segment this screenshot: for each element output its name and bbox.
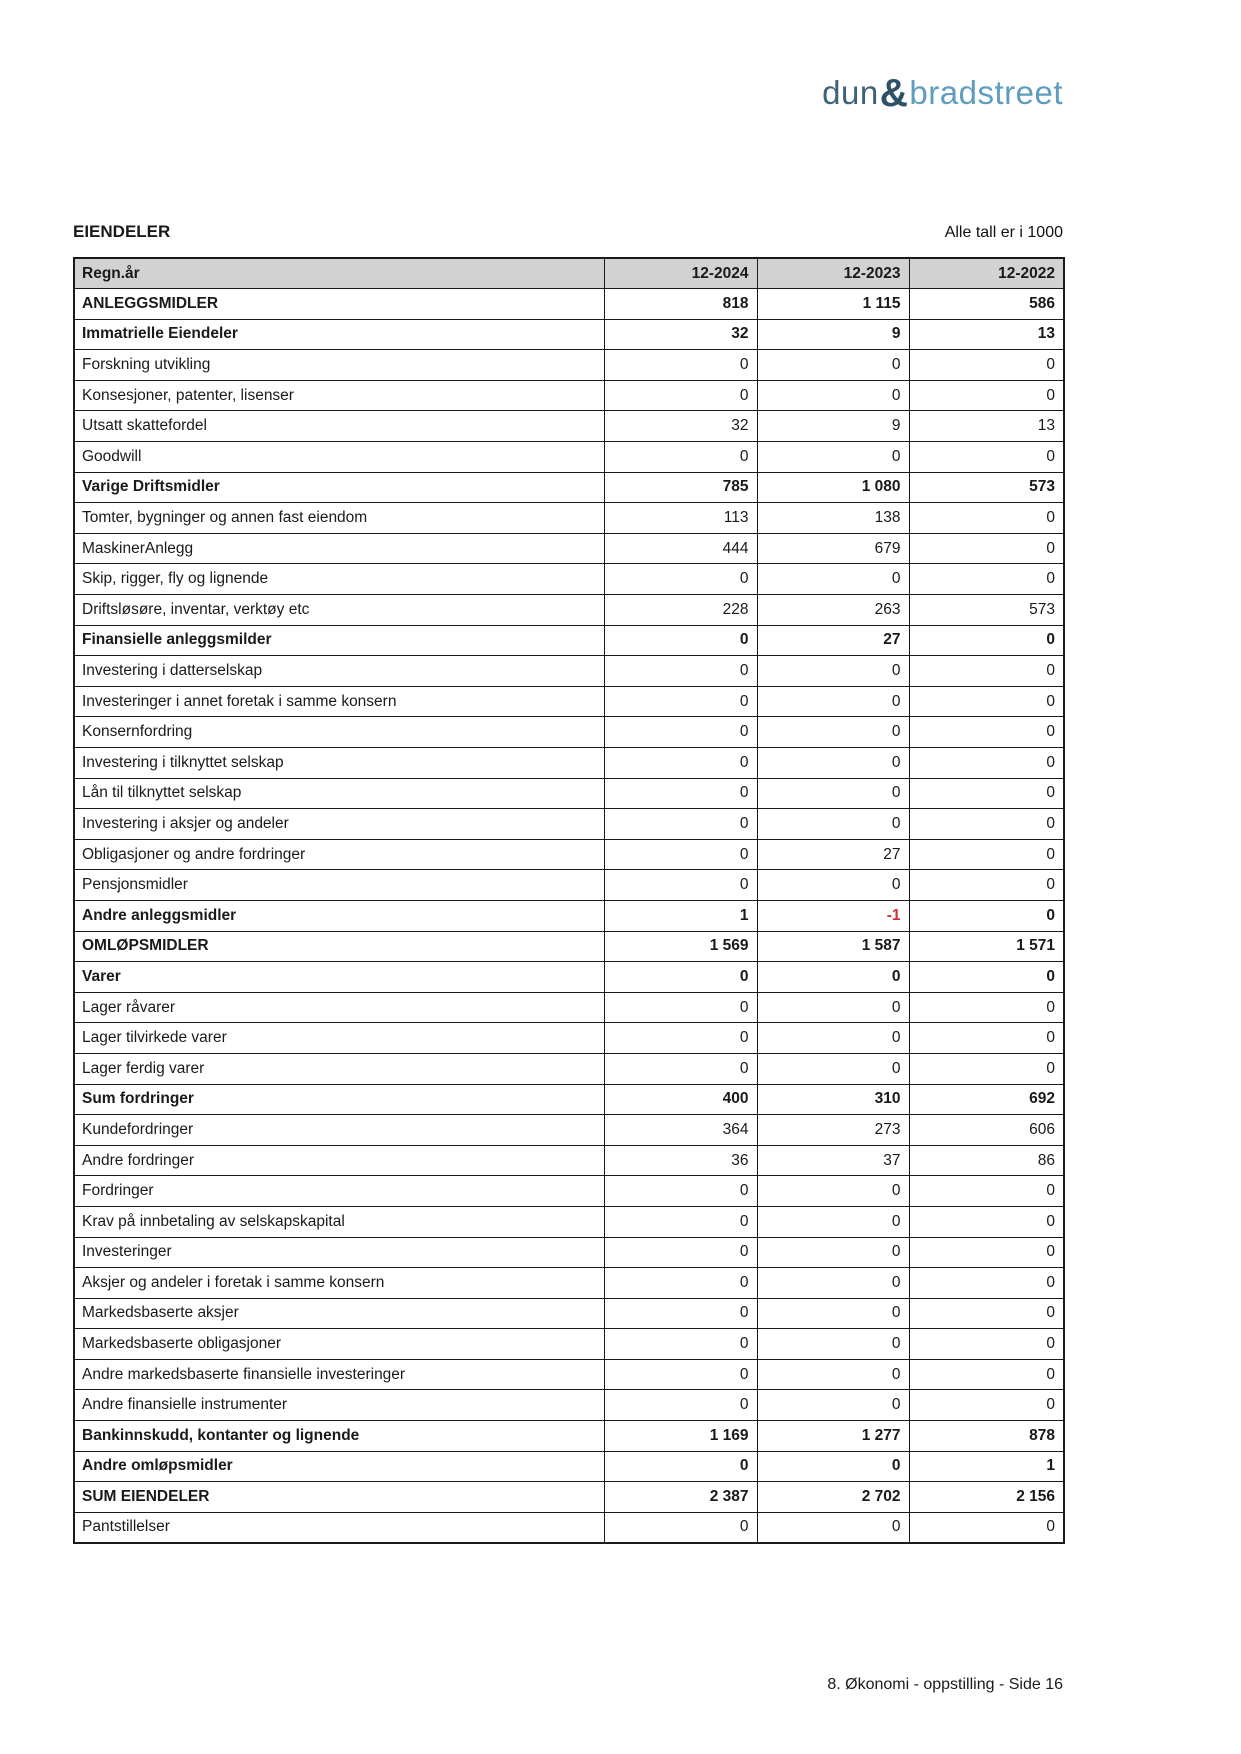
value-cell: 0 xyxy=(909,992,1064,1023)
value-cell: 1 xyxy=(604,900,757,931)
row-label: Aksjer og andeler i foretak i samme konsern xyxy=(74,1268,604,1299)
table-row xyxy=(74,1298,1064,1329)
value-cell: 400 xyxy=(604,1084,757,1115)
value-cell: 0 xyxy=(604,350,757,381)
value-cell: 0 xyxy=(757,1512,909,1543)
value-cell: 27 xyxy=(757,839,909,870)
units-note: Alle tall er i 1000 xyxy=(944,224,1063,241)
table-row xyxy=(74,1084,1064,1115)
value-cell: 0 xyxy=(757,992,909,1023)
value-cell: 0 xyxy=(757,778,909,809)
row-label: Obligasjoner og andre fordringer xyxy=(74,839,604,870)
value-cell: 0 xyxy=(604,380,757,411)
row-label: Tomter, bygninger og annen fast eiendom xyxy=(74,503,604,534)
value-cell: 1 169 xyxy=(604,1421,757,1452)
value-cell: 1 571 xyxy=(909,931,1064,962)
table-row xyxy=(74,1329,1064,1360)
table-row xyxy=(74,1115,1064,1146)
value-cell: 0 xyxy=(909,1053,1064,1084)
value-cell: 2 702 xyxy=(757,1482,909,1513)
value-cell: 0 xyxy=(909,748,1064,779)
row-label: Krav på innbetaling av selskapskapital xyxy=(74,1206,604,1237)
value-cell: 310 xyxy=(757,1084,909,1115)
value-cell: 0 xyxy=(604,564,757,595)
value-cell: 27 xyxy=(757,625,909,656)
table-row xyxy=(74,1390,1064,1421)
value-cell: 586 xyxy=(909,289,1064,320)
table-row xyxy=(74,380,1064,411)
row-label: Pantstillelser xyxy=(74,1512,604,1543)
value-cell: 0 xyxy=(909,656,1064,687)
logo-text-bradstreet: bradstreet xyxy=(909,74,1063,111)
row-label: MaskinerAnlegg xyxy=(74,533,604,564)
value-cell: 0 xyxy=(757,1206,909,1237)
value-cell: 0 xyxy=(604,778,757,809)
value-cell: 0 xyxy=(909,350,1064,381)
row-label: Lager ferdig varer xyxy=(74,1053,604,1084)
value-cell: 228 xyxy=(604,595,757,626)
value-cell: 2 156 xyxy=(909,1482,1064,1513)
value-cell: 1 587 xyxy=(757,931,909,962)
row-label: Investering i datterselskap xyxy=(74,656,604,687)
value-cell: 444 xyxy=(604,533,757,564)
value-cell: 0 xyxy=(909,839,1064,870)
value-cell: 0 xyxy=(604,748,757,779)
table-row xyxy=(74,1482,1064,1513)
row-label: Andre anleggsmidler xyxy=(74,900,604,931)
table-row xyxy=(74,748,1064,779)
value-cell: 0 xyxy=(604,870,757,901)
table-row xyxy=(74,1268,1064,1299)
value-cell: 0 xyxy=(909,1176,1064,1207)
value-cell: 1 xyxy=(909,1451,1064,1482)
value-cell: 364 xyxy=(604,1115,757,1146)
table-row xyxy=(74,1023,1064,1054)
value-cell: 13 xyxy=(909,411,1064,442)
value-cell: 0 xyxy=(909,778,1064,809)
table-row xyxy=(74,625,1064,656)
value-cell: 0 xyxy=(604,717,757,748)
value-cell: 0 xyxy=(909,1237,1064,1268)
table-row xyxy=(74,809,1064,840)
row-label: Lån til tilknyttet selskap xyxy=(74,778,604,809)
value-cell: 0 xyxy=(604,1298,757,1329)
value-cell: 0 xyxy=(909,503,1064,534)
value-cell: 0 xyxy=(909,1298,1064,1329)
table-row xyxy=(74,1206,1064,1237)
table-row xyxy=(74,442,1064,473)
value-cell: 0 xyxy=(757,1237,909,1268)
value-cell: 263 xyxy=(757,595,909,626)
table-header-row xyxy=(74,258,1064,289)
value-cell: 0 xyxy=(909,1268,1064,1299)
value-cell: 0 xyxy=(604,1451,757,1482)
value-cell: 0 xyxy=(757,1176,909,1207)
value-cell: 1 277 xyxy=(757,1421,909,1452)
value-cell: 2 387 xyxy=(604,1482,757,1513)
table-row xyxy=(74,839,1064,870)
value-cell: 9 xyxy=(757,411,909,442)
row-label: Investeringer i annet foretak i samme konsern xyxy=(74,686,604,717)
value-cell: 0 xyxy=(604,992,757,1023)
value-cell: 36 xyxy=(604,1145,757,1176)
value-cell: 785 xyxy=(604,472,757,503)
value-cell: 113 xyxy=(604,503,757,534)
table-row xyxy=(74,411,1064,442)
table-row xyxy=(74,1512,1064,1543)
row-label: Pensjonsmidler xyxy=(74,870,604,901)
value-cell: 0 xyxy=(909,686,1064,717)
table-row xyxy=(74,778,1064,809)
value-cell: 0 xyxy=(604,1023,757,1054)
page-footer: 8. Økonomi - oppstilling - Side 16 xyxy=(827,1676,1063,1693)
value-cell: 0 xyxy=(757,1053,909,1084)
table-row xyxy=(74,1237,1064,1268)
value-cell: 0 xyxy=(909,962,1064,993)
page-title: EIENDELER xyxy=(73,222,171,241)
row-label: Markedsbaserte obligasjoner xyxy=(74,1329,604,1360)
value-cell: 0 xyxy=(604,839,757,870)
value-cell: 0 xyxy=(604,686,757,717)
table-row xyxy=(74,1451,1064,1482)
row-label: Skip, rigger, fly og lignende xyxy=(74,564,604,595)
value-cell: 32 xyxy=(604,411,757,442)
value-cell: 1 115 xyxy=(757,289,909,320)
value-cell: 0 xyxy=(604,1512,757,1543)
table-row xyxy=(74,931,1064,962)
value-cell: 32 xyxy=(604,319,757,350)
value-cell: 273 xyxy=(757,1115,909,1146)
value-cell: 0 xyxy=(909,1359,1064,1390)
row-label: Bankinnskudd, kontanter og lignende xyxy=(74,1421,604,1452)
value-cell: 0 xyxy=(604,809,757,840)
column-header-12-2024: 12-2024 xyxy=(604,258,757,289)
value-cell: 0 xyxy=(757,1298,909,1329)
row-label: Fordringer xyxy=(74,1176,604,1207)
logo-text-dun: dun xyxy=(822,74,879,111)
row-label: Kundefordringer xyxy=(74,1115,604,1146)
value-cell: 0 xyxy=(604,656,757,687)
row-label: Investeringer xyxy=(74,1237,604,1268)
row-label: Andre omløpsmidler xyxy=(74,1451,604,1482)
row-label: Sum fordringer xyxy=(74,1084,604,1115)
value-cell: 0 xyxy=(757,1451,909,1482)
table-row xyxy=(74,533,1064,564)
table-row xyxy=(74,717,1064,748)
value-cell: 0 xyxy=(909,533,1064,564)
value-cell: 0 xyxy=(604,962,757,993)
table-row xyxy=(74,595,1064,626)
value-cell: 0 xyxy=(909,809,1064,840)
value-cell: 606 xyxy=(909,1115,1064,1146)
table-row xyxy=(74,472,1064,503)
row-label: Lager råvarer xyxy=(74,992,604,1023)
title-row xyxy=(73,222,1063,242)
table-row xyxy=(74,1421,1064,1452)
row-label: Forskning utvikling xyxy=(74,350,604,381)
row-label: Markedsbaserte aksjer xyxy=(74,1298,604,1329)
value-cell: 0 xyxy=(909,1329,1064,1360)
value-cell: 1 080 xyxy=(757,472,909,503)
value-cell: 9 xyxy=(757,319,909,350)
value-cell: 0 xyxy=(909,717,1064,748)
column-header-regnar: Regn.år xyxy=(74,258,604,289)
value-cell: 0 xyxy=(757,962,909,993)
value-cell: 692 xyxy=(909,1084,1064,1115)
value-cell: 0 xyxy=(757,1390,909,1421)
value-cell: 0 xyxy=(604,1329,757,1360)
value-cell: 0 xyxy=(757,564,909,595)
row-label: Varer xyxy=(74,962,604,993)
value-cell: 0 xyxy=(604,1206,757,1237)
value-cell: 0 xyxy=(604,1053,757,1084)
value-cell: -1 xyxy=(757,900,909,931)
value-cell: 0 xyxy=(604,1176,757,1207)
value-cell: 679 xyxy=(757,533,909,564)
row-label: Varige Driftsmidler xyxy=(74,472,604,503)
row-label: Lager tilvirkede varer xyxy=(74,1023,604,1054)
row-label: Konsesjoner, patenter, lisenser xyxy=(74,380,604,411)
value-cell: 0 xyxy=(757,1329,909,1360)
row-label: Driftsløsøre, inventar, verktøy etc xyxy=(74,595,604,626)
table-row xyxy=(74,870,1064,901)
value-cell: 0 xyxy=(909,1512,1064,1543)
value-cell: 37 xyxy=(757,1145,909,1176)
row-label: OMLØPSMIDLER xyxy=(74,931,604,962)
value-cell: 0 xyxy=(757,1023,909,1054)
value-cell: 0 xyxy=(757,717,909,748)
value-cell: 0 xyxy=(757,656,909,687)
value-cell: 0 xyxy=(757,1268,909,1299)
table-row xyxy=(74,900,1064,931)
row-label: Immatrielle Eiendeler xyxy=(74,319,604,350)
value-cell: 0 xyxy=(604,1237,757,1268)
value-cell: 0 xyxy=(909,1390,1064,1421)
row-label: Andre fordringer xyxy=(74,1145,604,1176)
table-row xyxy=(74,319,1064,350)
row-label: Andre finansielle instrumenter xyxy=(74,1390,604,1421)
value-cell: 0 xyxy=(909,442,1064,473)
value-cell: 0 xyxy=(909,870,1064,901)
table-row xyxy=(74,1145,1064,1176)
value-cell: 0 xyxy=(757,748,909,779)
value-cell: 0 xyxy=(909,564,1064,595)
value-cell: 0 xyxy=(604,442,757,473)
row-label: Utsatt skattefordel xyxy=(74,411,604,442)
table-row xyxy=(74,686,1064,717)
value-cell: 86 xyxy=(909,1145,1064,1176)
row-label: Andre markedsbaserte finansielle investeringer xyxy=(74,1359,604,1390)
value-cell: 0 xyxy=(909,1023,1064,1054)
value-cell: 0 xyxy=(909,380,1064,411)
value-cell: 878 xyxy=(909,1421,1064,1452)
row-label: Finansielle anleggsmilder xyxy=(74,625,604,656)
table-row xyxy=(74,962,1064,993)
dun-bradstreet-logo xyxy=(822,72,1063,115)
value-cell: 0 xyxy=(757,809,909,840)
value-cell: 0 xyxy=(757,380,909,411)
value-cell: 0 xyxy=(604,1390,757,1421)
value-cell: 573 xyxy=(909,595,1064,626)
table-row xyxy=(74,1053,1064,1084)
value-cell: 0 xyxy=(909,900,1064,931)
table-row xyxy=(74,992,1064,1023)
row-label: Goodwill xyxy=(74,442,604,473)
row-label: Investering i tilknyttet selskap xyxy=(74,748,604,779)
value-cell: 0 xyxy=(757,686,909,717)
value-cell: 0 xyxy=(604,1359,757,1390)
table-body xyxy=(74,289,1064,1543)
value-cell: 0 xyxy=(757,350,909,381)
table-row xyxy=(74,350,1064,381)
table-row xyxy=(74,1176,1064,1207)
value-cell: 0 xyxy=(757,870,909,901)
value-cell: 0 xyxy=(909,625,1064,656)
value-cell: 0 xyxy=(909,1206,1064,1237)
value-cell: 0 xyxy=(757,1359,909,1390)
table-row xyxy=(74,564,1064,595)
column-header-12-2022: 12-2022 xyxy=(909,258,1064,289)
value-cell: 0 xyxy=(604,625,757,656)
value-cell: 1 569 xyxy=(604,931,757,962)
row-label: Konsernfordring xyxy=(74,717,604,748)
value-cell: 573 xyxy=(909,472,1064,503)
row-label: ANLEGGSMIDLER xyxy=(74,289,604,320)
column-header-12-2023: 12-2023 xyxy=(757,258,909,289)
row-label: SUM EIENDELER xyxy=(74,1482,604,1513)
value-cell: 818 xyxy=(604,289,757,320)
table-row xyxy=(74,503,1064,534)
logo-ampersand-icon: & xyxy=(879,72,909,115)
value-cell: 0 xyxy=(604,1268,757,1299)
table-row xyxy=(74,656,1064,687)
assets-table xyxy=(73,257,1065,1544)
table-row xyxy=(74,289,1064,320)
table-row xyxy=(74,1359,1064,1390)
row-label: Investering i aksjer og andeler xyxy=(74,809,604,840)
value-cell: 0 xyxy=(757,442,909,473)
value-cell: 138 xyxy=(757,503,909,534)
value-cell: 13 xyxy=(909,319,1064,350)
